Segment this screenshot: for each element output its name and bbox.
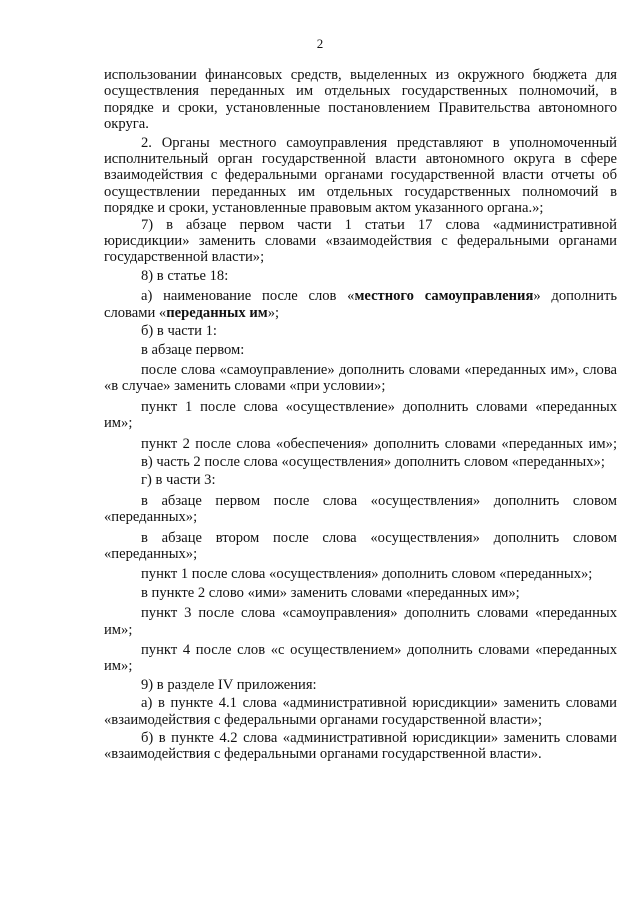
paragraph (104, 284, 617, 321)
bold-text: местного самоуправления (354, 288, 534, 305)
paragraph: 9) в разделе IV приложения: (141, 676, 317, 693)
paragraph: б) в части 1: (141, 323, 217, 340)
paragraph: в абзаце первом: (141, 341, 245, 358)
paragraph: в пункте 2 слово «ими» заменить словами «переданных им»; (141, 584, 520, 601)
paragraph: использовании финансовых средств, выделенных из окружного бюджета для осуществления переданных им отдельных государственных полномочий, в порядке и сроки, установленные постановлением Правительства автономного округа. (104, 67, 617, 133)
paragraph: пункт 1 после слова «осуществления» дополнить словом «переданных»; (141, 566, 593, 583)
paragraph: б) в пункте 4.2 слова «административной юрисдикции» заменить словами «взаимодействия с федеральными органами государственной власти». (104, 730, 617, 763)
page-number: 2 (316, 36, 324, 51)
text-run: » дополнить словами « (104, 288, 617, 321)
paragraph: г) в части 3: (141, 472, 216, 489)
paragraph: 2. Органы местного самоуправления представляют в уполномоченный исполнительный орган государственной власти автономного округа в сфере взаимодействия с федеральными органами государственной власти отчеты об осуществлении переданных им отдельных государственных полномочий в порядке и сроки, установленные правовым актом указанного органа.»; (104, 134, 617, 217)
paragraph: пункт 1 после слова «осуществление» дополнить словами «переданных им»; (104, 398, 617, 432)
bold-text: переданных им (166, 304, 268, 321)
paragraph: пункт 4 после слов «с осуществлением» дополнить словами «переданных им»; (104, 642, 617, 675)
paragraph: 8) в статье 18: (141, 267, 229, 284)
paragraph: пункт 3 после слова «самоуправления» дополнить словами «переданных им»; (104, 605, 617, 638)
paragraph: 7) в абзаце первом части 1 статьи 17 слова «административной юрисдикции» заменить словами «взаимодействия с федеральными органами государственной власти»; (104, 216, 617, 266)
paragraph: в абзаце втором после слова «осуществления» дополнить словом «переданных»; (104, 529, 617, 562)
document-body (104, 67, 617, 763)
paragraph: а) в пункте 4.1 слова «административной юрисдикции» заменить словами «взаимодействия с федеральными органами государственной власти»; (104, 695, 617, 728)
text-run: а) наименование после слов « (141, 288, 355, 305)
paragraph: пункт 2 после слова «обеспечения» дополнить словами «переданных им»; (141, 435, 617, 452)
paragraph: после слова «самоуправление» дополнить словами «переданных им», слова «в случае» заменить словами «при условии»; (104, 361, 617, 395)
paragraph: в абзаце первом после слова «осуществления» дополнить словом «переданных»; (104, 492, 617, 526)
paragraph: в) часть 2 после слова «осуществления» дополнить словом «переданных»; (141, 453, 605, 470)
text-run: »; (267, 304, 280, 321)
